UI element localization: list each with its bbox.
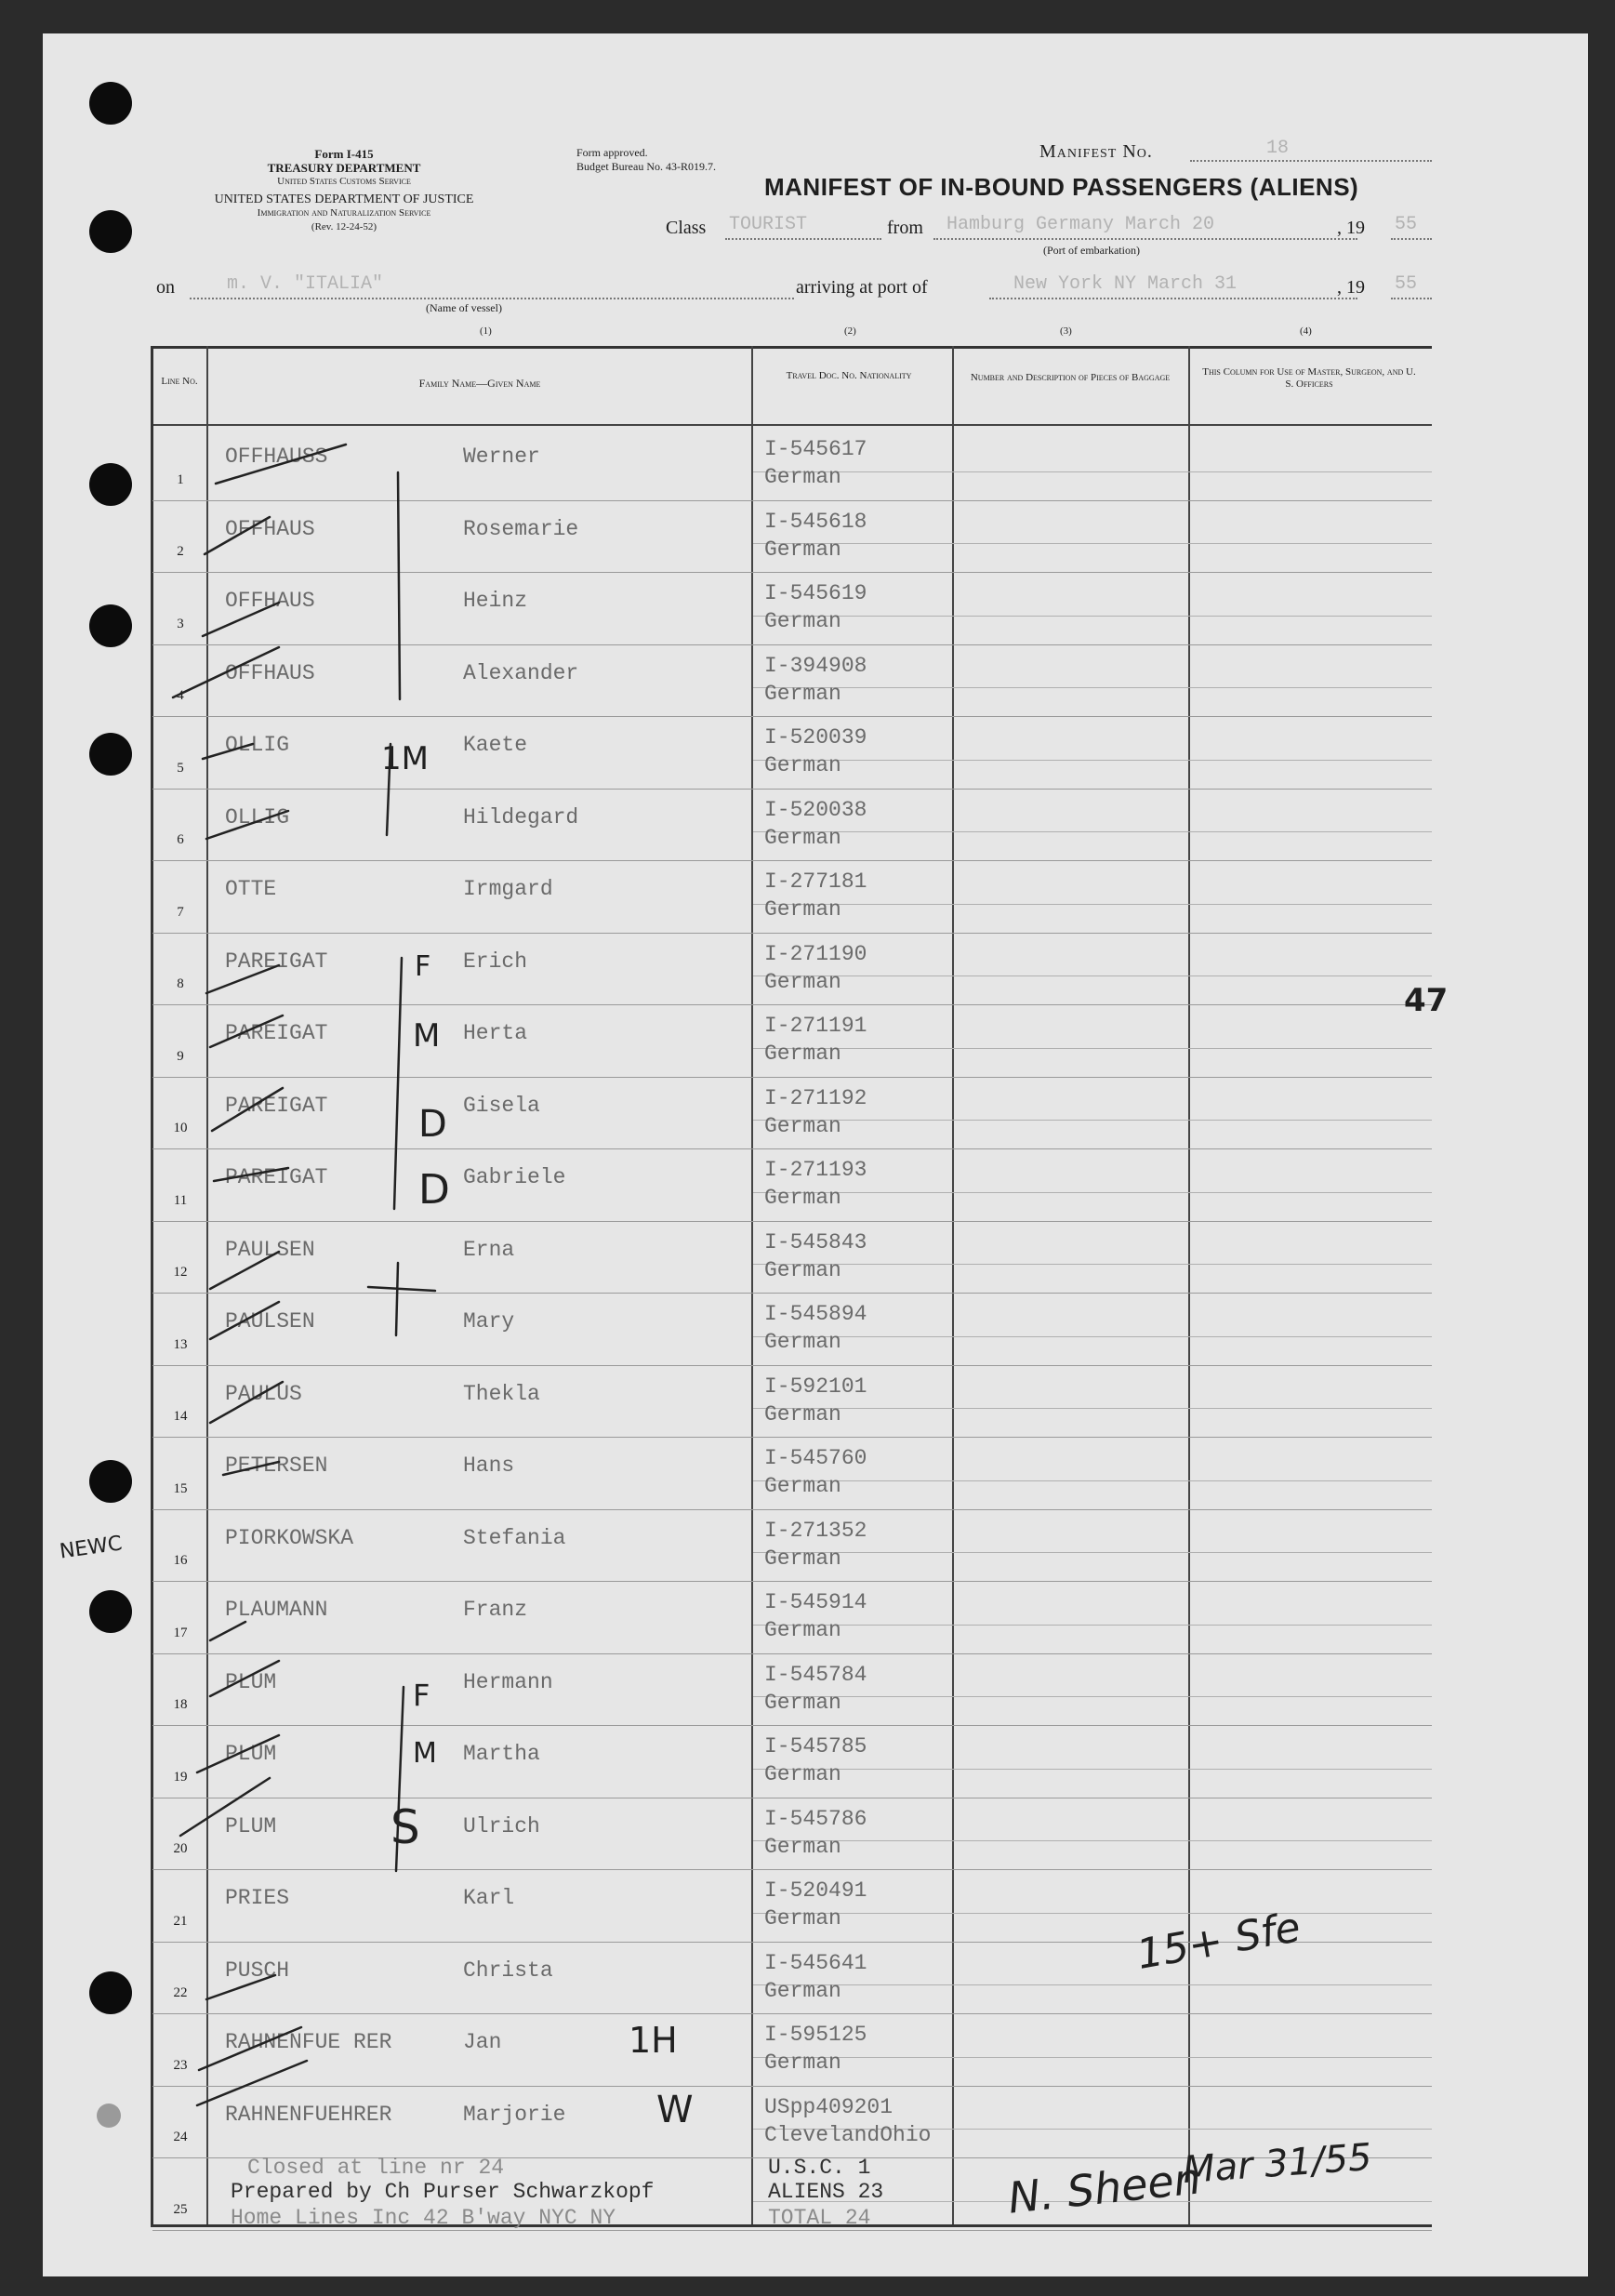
arriving-value: New York NY March 31 bbox=[1013, 273, 1238, 295]
page-title: MANIFEST OF IN-BOUND PASSENGERS (ALIENS) bbox=[764, 173, 1359, 201]
footer-total: TOTAL 24 bbox=[768, 2206, 871, 2230]
line-number: 19 bbox=[173, 1769, 188, 1785]
arrival-year-prefix: , 19 bbox=[1337, 277, 1365, 298]
nationality: German bbox=[764, 969, 841, 994]
travel-doc-number: I-545619 bbox=[764, 581, 867, 605]
check-row20 bbox=[180, 1778, 270, 1836]
handwritten-count: 47 bbox=[1404, 982, 1449, 1019]
nationality: German bbox=[764, 1978, 841, 2003]
handwritten-mark-row9: M bbox=[413, 1017, 441, 1055]
nationality: German bbox=[764, 1906, 841, 1931]
line-number: 22 bbox=[173, 1985, 188, 2000]
nationality: German bbox=[764, 1257, 841, 1282]
check-row9 bbox=[210, 1015, 283, 1047]
family-name: RAHNENFUE RER bbox=[225, 2030, 392, 2054]
family-name: PAULSEN bbox=[225, 1309, 315, 1334]
family-name: OFFHAUSS bbox=[225, 445, 328, 469]
given-name: Heinz bbox=[463, 589, 528, 613]
nationality: German bbox=[764, 1186, 841, 1210]
given-name: Irmgard bbox=[463, 877, 553, 901]
nationality: German bbox=[764, 1618, 841, 1642]
form-number: Form I-415 bbox=[314, 147, 374, 161]
line-number: 2 bbox=[177, 544, 184, 559]
given-name: Martha bbox=[463, 1742, 540, 1766]
nationality: German bbox=[764, 1330, 841, 1354]
footer-usc: U.S.C. 1 bbox=[768, 2156, 871, 2180]
check-row17 bbox=[210, 1622, 245, 1640]
from-label: from bbox=[887, 218, 923, 238]
port-of-embarkation-caption: (Port of embarkation) bbox=[1043, 244, 1140, 257]
footer-aliens: ALIENS 23 bbox=[768, 2180, 884, 2204]
customs-service: United States Customs Service bbox=[277, 176, 411, 187]
given-name: Werner bbox=[463, 445, 540, 469]
nationality: German bbox=[764, 609, 841, 633]
column-number-4: (4) bbox=[1300, 325, 1312, 337]
family-name: PIORKOWSKA bbox=[225, 1525, 354, 1550]
bracket-ollig bbox=[387, 744, 391, 835]
line-number: 6 bbox=[177, 832, 184, 847]
line-number: 4 bbox=[177, 688, 184, 703]
given-name: Hans bbox=[463, 1453, 515, 1478]
column-head-baggage: Number and Description of Pieces of Baggage bbox=[970, 372, 1171, 383]
given-name: Christa bbox=[463, 1958, 553, 1983]
given-name: Rosemarie bbox=[463, 516, 579, 541]
handwritten-mark-row19: M bbox=[413, 1737, 437, 1770]
handwritten-mark-row11: D bbox=[418, 1166, 450, 1214]
line-number: 5 bbox=[177, 760, 184, 776]
bracket-paulsen bbox=[368, 1263, 435, 1335]
family-name: OLLIG bbox=[225, 733, 290, 757]
travel-doc-number: I-394908 bbox=[764, 653, 867, 678]
given-name: Kaete bbox=[463, 733, 528, 757]
travel-doc-number: I-271191 bbox=[764, 1014, 867, 1038]
line-number: 24 bbox=[173, 2130, 188, 2144]
given-name: Ulrich bbox=[463, 1813, 540, 1838]
travel-doc-number: I-592101 bbox=[764, 1374, 867, 1399]
line-number: 10 bbox=[173, 1121, 188, 1135]
travel-doc-number: I-545784 bbox=[764, 1662, 867, 1687]
column-head-name: Family Name—Given Name bbox=[418, 377, 541, 390]
nationality: German bbox=[764, 1546, 841, 1571]
given-name: Stefania bbox=[463, 1525, 566, 1550]
line-number: 15 bbox=[173, 1480, 188, 1496]
line-number: 13 bbox=[173, 1336, 188, 1352]
vessel-on-label: on bbox=[156, 277, 175, 298]
line-number: 16 bbox=[173, 1553, 188, 1568]
line-number: 3 bbox=[177, 616, 184, 631]
line-number: 12 bbox=[173, 1265, 188, 1280]
line-number: 23 bbox=[173, 2057, 188, 2073]
column-head-officers: This Column for Use of Master, Surgeon, and U. S. Officers bbox=[1202, 366, 1416, 390]
given-name: Karl bbox=[463, 1886, 515, 1910]
handwritten-officer-note: 15+ Sfe bbox=[1132, 1903, 1304, 1980]
manifest-no-value: 18 bbox=[1266, 138, 1290, 159]
check-row24 bbox=[197, 2061, 307, 2105]
travel-doc-number: I-271193 bbox=[764, 1158, 867, 1182]
check-row12 bbox=[210, 1252, 279, 1289]
check-row22 bbox=[206, 1975, 275, 1999]
check-row23 bbox=[199, 2027, 301, 2070]
travel-doc-number: I-520038 bbox=[764, 797, 867, 822]
travel-doc-number: I-545785 bbox=[764, 1734, 867, 1758]
nationality: German bbox=[764, 1042, 841, 1066]
line-number: 1 bbox=[177, 471, 184, 487]
check-row14 bbox=[210, 1382, 283, 1423]
handwritten-margin-note: NEWC bbox=[58, 1532, 124, 1564]
line-number: 21 bbox=[173, 1913, 188, 1929]
column-head-line: Line No. bbox=[161, 376, 198, 387]
line-number: 25 bbox=[173, 2201, 188, 2217]
nationality: German bbox=[764, 1474, 841, 1498]
family-name: PLUM bbox=[225, 1813, 277, 1838]
nationality: German bbox=[764, 1834, 841, 1859]
nationality: German bbox=[764, 753, 841, 777]
justice-department: UNITED STATES DEPARTMENT OF JUSTICE bbox=[214, 192, 474, 206]
travel-doc-number: USpp409201 bbox=[764, 2094, 894, 2119]
family-name: PLUM bbox=[225, 1669, 277, 1694]
column-head-doc: Travel Doc. No. Nationality bbox=[786, 370, 912, 381]
nationality: German bbox=[764, 537, 841, 562]
family-name: RAHNENFUEHRER bbox=[225, 2102, 392, 2127]
manifest-no-label: Manifest No. bbox=[1039, 141, 1153, 162]
form-revision: (Rev. 12-24-52) bbox=[311, 221, 377, 232]
column-number-1: (1) bbox=[480, 325, 492, 337]
handwritten-mark-row20: S bbox=[391, 1800, 420, 1854]
given-name: Hildegard bbox=[463, 804, 579, 829]
footer-closed: Closed at line nr 24 bbox=[247, 2156, 505, 2180]
class-label: Class bbox=[666, 218, 707, 238]
signature-date: Mar 31/55 bbox=[1181, 2135, 1373, 2193]
nationality: German bbox=[764, 1690, 841, 1715]
nationality: German bbox=[764, 1113, 841, 1138]
family-name: OFFHAUS bbox=[225, 589, 315, 613]
ins-name: Immigration and Naturalization Service bbox=[257, 207, 431, 219]
family-name: PRIES bbox=[225, 1886, 290, 1910]
travel-doc-number: I-545914 bbox=[764, 1590, 867, 1614]
travel-doc-number: I-277181 bbox=[764, 869, 867, 894]
travel-doc-number: I-545618 bbox=[764, 509, 867, 534]
travel-doc-number: I-271192 bbox=[764, 1085, 867, 1110]
handwritten-mark-row23: 1H bbox=[629, 2020, 678, 2061]
given-name: Mary bbox=[463, 1309, 515, 1334]
travel-doc-number: I-545760 bbox=[764, 1446, 867, 1470]
nationality: German bbox=[764, 897, 841, 922]
family-name: PUSCH bbox=[225, 1958, 290, 1983]
travel-doc-number: I-545894 bbox=[764, 1302, 867, 1326]
line-number: 7 bbox=[177, 904, 184, 920]
check-row13 bbox=[210, 1302, 279, 1339]
check-row11 bbox=[214, 1168, 288, 1181]
line-number: 9 bbox=[177, 1048, 184, 1064]
travel-doc-number: I-545786 bbox=[764, 1806, 867, 1831]
given-name: Franz bbox=[463, 1598, 528, 1622]
given-name: Erich bbox=[463, 949, 528, 974]
check-row18 bbox=[210, 1661, 279, 1696]
line-number: 20 bbox=[173, 1841, 188, 1856]
family-name: OLLIG bbox=[225, 804, 290, 829]
family-name: PAREIGAT bbox=[225, 1021, 328, 1045]
family-name: PETERSEN bbox=[225, 1453, 328, 1478]
class-value: TOURIST bbox=[729, 214, 808, 235]
travel-doc-number: I-545843 bbox=[764, 1229, 867, 1254]
check-row3 bbox=[203, 603, 279, 636]
line-number: 17 bbox=[173, 1625, 188, 1640]
nationality: German bbox=[764, 2050, 841, 2075]
bracket-pareigat bbox=[394, 958, 402, 1209]
given-name: Gabriele bbox=[463, 1165, 566, 1189]
given-name: Herta bbox=[463, 1021, 528, 1045]
family-name: PLUM bbox=[225, 1742, 277, 1766]
column-number-3: (3) bbox=[1060, 325, 1072, 337]
family-name: PLAUMANN bbox=[225, 1598, 328, 1622]
family-name: OFFHAUS bbox=[225, 516, 315, 541]
footer-prepared: Prepared by Ch Purser Schwarzkopf bbox=[231, 2180, 655, 2204]
travel-doc-number: I-595125 bbox=[764, 2023, 867, 2047]
nationality: German bbox=[764, 681, 841, 706]
family-name: PAULUS bbox=[225, 1381, 302, 1406]
check-row1 bbox=[216, 445, 346, 484]
vessel-caption: (Name of vessel) bbox=[426, 301, 502, 314]
travel-doc-number: I-520039 bbox=[764, 725, 867, 750]
family-name: PAREIGAT bbox=[225, 949, 328, 974]
vessel-value: m. V. "ITALIA" bbox=[227, 273, 384, 295]
nationality: German bbox=[764, 825, 841, 850]
treasury-department: TREASURY DEPARTMENT bbox=[267, 161, 421, 175]
line-number: 18 bbox=[173, 1697, 188, 1712]
check-row4 bbox=[173, 647, 279, 697]
handwritten-mark-row24: W bbox=[656, 2089, 694, 2131]
travel-doc-number: I-271190 bbox=[764, 941, 867, 966]
travel-doc-number: I-520491 bbox=[764, 1878, 867, 1903]
arrival-year: 55 bbox=[1395, 273, 1418, 295]
nationality: German bbox=[764, 465, 841, 489]
travel-doc-number: I-545641 bbox=[764, 1950, 867, 1975]
handwritten-mark-row5: 1M bbox=[381, 740, 429, 777]
check-row2 bbox=[205, 517, 270, 554]
nationality: German bbox=[764, 1762, 841, 1786]
check-row10 bbox=[212, 1088, 283, 1131]
check-row6 bbox=[206, 811, 288, 839]
from-year: 55 bbox=[1395, 214, 1418, 235]
footer-agent: Home Lines Inc 42 B'way NYC NY bbox=[231, 2206, 616, 2230]
handwritten-mark-row10: D bbox=[418, 1103, 447, 1146]
budget-bureau: Budget Bureau No. 43-R019.7. bbox=[576, 160, 716, 173]
check-row8 bbox=[206, 965, 279, 993]
officer-signature: N. Sheen bbox=[1005, 2153, 1204, 2223]
nationality: ClevelandOhio bbox=[764, 2122, 932, 2147]
bracket-plum bbox=[396, 1687, 404, 1871]
check-row19 bbox=[197, 1735, 279, 1772]
given-name: Gisela bbox=[463, 1093, 540, 1118]
given-name: Alexander bbox=[463, 660, 579, 685]
family-name: PAREIGAT bbox=[225, 1093, 328, 1118]
given-name: Jan bbox=[463, 2030, 502, 2054]
given-name: Thekla bbox=[463, 1381, 540, 1406]
column-number-2: (2) bbox=[844, 325, 856, 337]
line-number: 14 bbox=[173, 1409, 188, 1424]
line-number: 8 bbox=[177, 976, 184, 991]
family-name: OFFHAUS bbox=[225, 660, 315, 685]
check-row5 bbox=[203, 744, 253, 759]
family-name: OTTE bbox=[225, 877, 277, 901]
line-number: 11 bbox=[173, 1192, 188, 1208]
handwritten-mark-row8: F bbox=[415, 950, 431, 983]
nationality: German bbox=[764, 1401, 841, 1427]
arriving-label: arriving at port of bbox=[796, 277, 928, 298]
family-name: PAREIGAT bbox=[225, 1165, 328, 1189]
travel-doc-number: I-545617 bbox=[764, 437, 867, 461]
handwritten-mark-row18: F bbox=[413, 1678, 430, 1713]
from-year-prefix: , 19 bbox=[1337, 218, 1365, 238]
given-name: Hermann bbox=[463, 1669, 553, 1694]
from-value: Hamburg Germany March 20 bbox=[946, 214, 1215, 235]
bracket-offhaus bbox=[398, 472, 400, 699]
check-row15 bbox=[223, 1462, 279, 1475]
given-name: Erna bbox=[463, 1237, 515, 1262]
family-name: PAULSEN bbox=[225, 1237, 315, 1262]
travel-doc-number: I-271352 bbox=[764, 1518, 867, 1543]
given-name: Marjorie bbox=[463, 2102, 566, 2127]
form-approved: Form approved. bbox=[576, 146, 648, 159]
